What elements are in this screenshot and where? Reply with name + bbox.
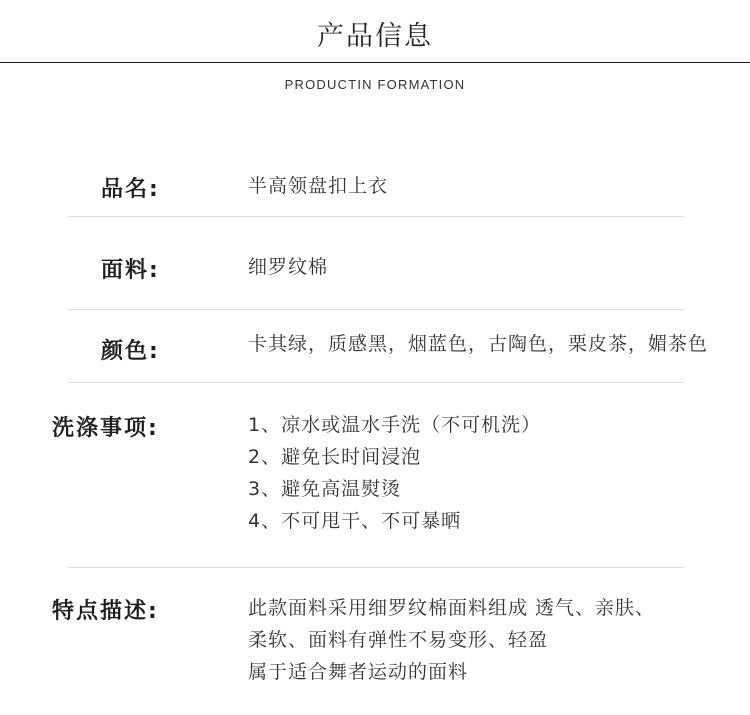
header-divider bbox=[0, 62, 750, 63]
row-divider bbox=[68, 567, 684, 568]
row-divider bbox=[68, 382, 684, 383]
page-subtitle: PRODUCTIN FORMATION bbox=[284, 77, 466, 92]
product-name-line: 半高领盘扣上衣 bbox=[248, 175, 389, 197]
row-divider bbox=[68, 309, 684, 310]
washing-line: 3、避免高温熨烫 bbox=[248, 478, 402, 500]
color-value bbox=[248, 328, 708, 360]
fabric-label: 面料: bbox=[101, 258, 160, 283]
features-line: 属于适合舞者运动的面料 bbox=[248, 661, 469, 683]
color-label: 颜色: bbox=[101, 339, 160, 364]
fabric-line: 细罗纹棉 bbox=[248, 256, 329, 278]
color-line: 卡其绿，质感黑，烟蓝色，古陶色，栗皮茶，媚茶色 bbox=[248, 333, 709, 355]
washing-line: 4、不可甩干、不可暴晒 bbox=[248, 510, 462, 532]
row-divider bbox=[68, 216, 684, 217]
features-line: 此款面料采用细罗纹棉面料组成 透气、亲肤、 bbox=[248, 597, 656, 619]
product-name-value bbox=[248, 170, 388, 202]
washing-line: 1、凉水或温水手洗（不可机洗） bbox=[248, 414, 542, 436]
features-value bbox=[248, 592, 655, 688]
washing-value bbox=[248, 409, 541, 537]
features-label: 特点描述: bbox=[52, 599, 159, 624]
washing-line: 2、避免长时间浸泡 bbox=[248, 446, 422, 468]
fabric-value bbox=[248, 251, 328, 283]
washing-label: 洗涤事项: bbox=[52, 416, 159, 441]
features-line: 柔软、面料有弹性不易变形、轻盈 bbox=[248, 629, 549, 651]
product-name-label: 品名: bbox=[101, 177, 160, 202]
page-title: 产品信息 bbox=[317, 21, 433, 52]
